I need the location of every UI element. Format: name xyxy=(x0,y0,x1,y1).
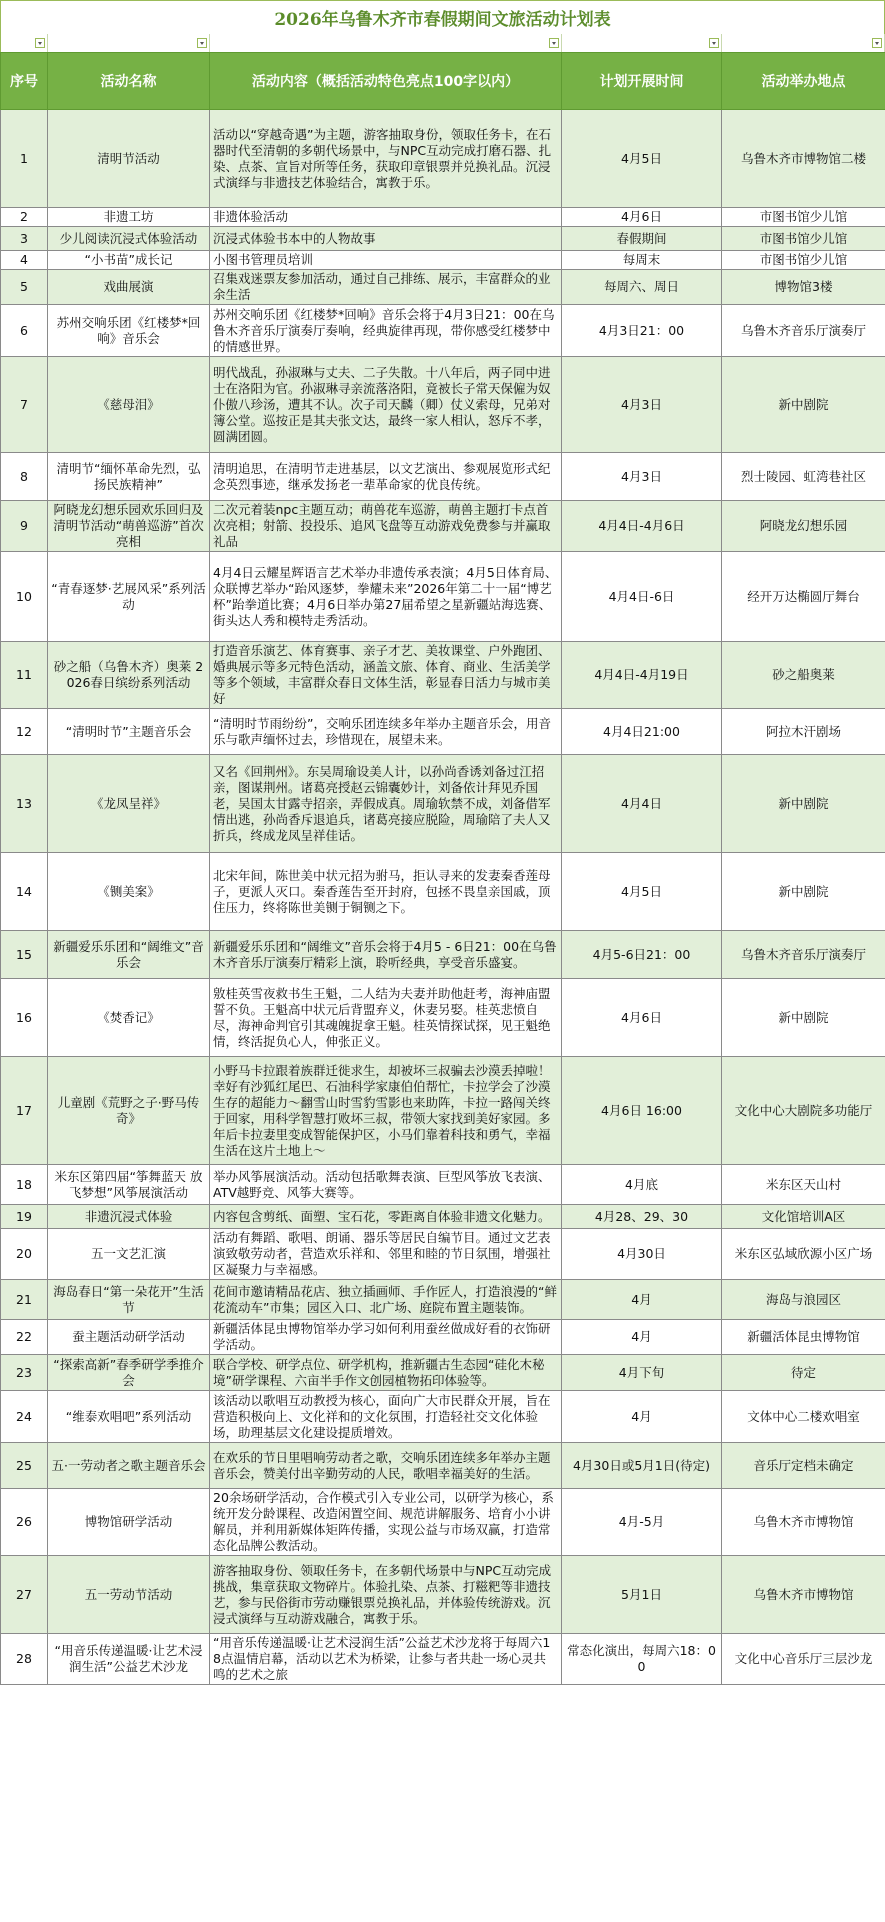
activity-content-cell[interactable]: 游客抽取身份、领取任务卡，在多朝代场景中与NPC互动完成挑战，集章获取文物碎片。体验扎染、点茶、打糍粑等非遗技艺，参与民俗街市劳动赚银票兑换礼品，并体验传统游戏。沉浸式演绎与互动游戏融合，寓教于乐。 xyxy=(210,1556,562,1634)
activity-content-cell[interactable]: 苏州交响乐团《红楼梦*回响》音乐会将于4月3日21：00在乌鲁木齐音乐厅演奏厅奏响，经典旋律再现，带你感受红楼梦中的情感世界。 xyxy=(210,305,562,357)
activity-time-cell[interactable]: 常态化演出，每周六18：00 xyxy=(562,1634,722,1685)
activity-content-cell[interactable]: 沉浸式体验书本中的人物故事 xyxy=(210,227,562,251)
row-number-cell[interactable]: 27 xyxy=(1,1556,48,1634)
activity-place-cell[interactable]: 市图书馆少儿馆 xyxy=(722,227,885,251)
activity-time-cell[interactable]: 4月5日 xyxy=(562,110,722,208)
row-number-cell[interactable]: 8 xyxy=(1,453,48,501)
filter-dropdown-icon[interactable] xyxy=(197,38,207,48)
activity-place-cell[interactable]: 阿晓龙幻想乐园 xyxy=(722,501,885,552)
activity-place-cell[interactable]: 文体中心二楼欢唱室 xyxy=(722,1391,885,1443)
activity-content-cell[interactable]: 20余场研学活动，合作模式引入专业公司，以研学为核心，系统开发分龄课程、改造闲置空间、规范讲解服务、培育小小讲解员，并利用新媒体矩阵传播，实现公益与市场双赢，打造常态化品牌公教活动。 xyxy=(210,1489,562,1556)
activity-place-cell[interactable]: 音乐厅定档未确定 xyxy=(722,1443,885,1489)
activity-table xyxy=(0,52,885,1685)
activity-time-cell[interactable]: 4月4日21:00 xyxy=(562,709,722,755)
table-row[interactable] xyxy=(1,1634,885,1685)
activity-name-cell[interactable]: “小书苗”成长记 xyxy=(48,251,210,270)
activity-time-cell[interactable]: 4月30日或5月1日(待定) xyxy=(562,1443,722,1489)
table-row[interactable] xyxy=(1,357,885,453)
activity-place-cell[interactable]: 文化中心音乐厅三层沙龙 xyxy=(722,1634,885,1685)
table-row[interactable] xyxy=(1,208,885,227)
activity-place-cell[interactable]: 文化馆培训A区 xyxy=(722,1205,885,1229)
activity-place-cell[interactable]: 新中剧院 xyxy=(722,755,885,853)
activity-name-cell[interactable]: 五·一劳动者之歌主题音乐会 xyxy=(48,1443,210,1489)
activity-place-cell[interactable]: 市图书馆少儿馆 xyxy=(722,208,885,227)
activity-name-cell[interactable]: 米东区第四届“筝舞蓝天 放飞梦想”风筝展演活动 xyxy=(48,1165,210,1205)
filter-dropdown-icon[interactable] xyxy=(709,38,719,48)
activity-time-cell[interactable]: 4月6日 xyxy=(562,979,722,1057)
filter-cell xyxy=(210,34,562,52)
activity-place-cell[interactable]: 新中剧院 xyxy=(722,853,885,931)
row-number-cell[interactable]: 20 xyxy=(1,1229,48,1280)
activity-time-cell[interactable]: 4月底 xyxy=(562,1165,722,1205)
activity-time-cell[interactable]: 4月 xyxy=(562,1391,722,1443)
row-number-cell[interactable]: 14 xyxy=(1,853,48,931)
activity-name-cell[interactable]: 五一劳动节活动 xyxy=(48,1556,210,1634)
activity-time-cell[interactable]: 4月5日 xyxy=(562,853,722,931)
table-row[interactable] xyxy=(1,1057,885,1165)
filter-dropdown-icon[interactable] xyxy=(872,38,882,48)
row-number-cell[interactable]: 18 xyxy=(1,1165,48,1205)
activity-place-cell[interactable]: 新中剧院 xyxy=(722,979,885,1057)
activity-name-cell[interactable]: “青春逐梦·艺展风采”系列活动 xyxy=(48,552,210,642)
activity-time-cell[interactable]: 5月1日 xyxy=(562,1556,722,1634)
header-name[interactable]: 活动名称 xyxy=(48,53,210,110)
activity-content-cell[interactable]: 非遗体验活动 xyxy=(210,208,562,227)
activity-name-cell[interactable]: 非遗工坊 xyxy=(48,208,210,227)
table-row[interactable] xyxy=(1,227,885,251)
activity-place-cell[interactable]: 待定 xyxy=(722,1355,885,1391)
activity-time-cell[interactable]: 4月4日 xyxy=(562,755,722,853)
row-number-cell[interactable]: 12 xyxy=(1,709,48,755)
table-row[interactable] xyxy=(1,1229,885,1280)
activity-content-cell[interactable]: 4月4日云耀星辉语言艺术举办非遗传承表演；4月5日体育局、众联博艺举办“跆风逐梦，拳耀未来”2026年第二十一届“博艺杯”跆拳道比赛；4月6日举办第27届希望之星新疆站海选赛、街头达人秀和模特走秀活动。 xyxy=(210,552,562,642)
activity-time-cell[interactable]: 4月5-6日21：00 xyxy=(562,931,722,979)
table-row[interactable] xyxy=(1,1443,885,1489)
row-number-cell[interactable]: 2 xyxy=(1,208,48,227)
table-row[interactable] xyxy=(1,1320,885,1355)
activity-place-cell[interactable]: 文化中心大剧院多功能厅 xyxy=(722,1057,885,1165)
activity-content-cell[interactable]: 敫桂英雪夜救书生王魁，二人结为夫妻并助他赶考，海神庙盟誓不负。王魁高中状元后背盟弃义，休妻另娶。桂英悲愤自尽，海神命判官引其魂魄捉拿王魁。桂英情探试探，见王魁绝情，终活捉负心人，伸张正义。 xyxy=(210,979,562,1057)
activity-content-cell[interactable]: 该活动以歌唱互动教授为核心，面向广大市民群众开展，旨在营造积极向上、文化祥和的文化氛围，打造轻社交文化体验场，助理基层文化建设提质增效。 xyxy=(210,1391,562,1443)
activity-name-cell[interactable]: 苏州交响乐团《红楼梦*回响》音乐会 xyxy=(48,305,210,357)
row-number-cell[interactable]: 10 xyxy=(1,552,48,642)
filter-dropdown-icon[interactable] xyxy=(35,38,45,48)
activity-name-cell[interactable]: 儿童剧《荒野之子·野马传奇》 xyxy=(48,1057,210,1165)
activity-content-cell[interactable]: “用音乐传递温暖·让艺术浸润生活”公益艺术沙龙将于每周六18点温情启幕，活动以艺术为桥梁，让参与者共赴一场心灵共鸣的艺术之旅 xyxy=(210,1634,562,1685)
activity-place-cell[interactable]: 经开万达椭圆厅舞台 xyxy=(722,552,885,642)
activity-name-cell[interactable]: 新疆爱乐乐团和“阔维文”音乐会 xyxy=(48,931,210,979)
header-place[interactable]: 活动举办地点 xyxy=(722,53,885,110)
activity-time-cell[interactable]: 4月下旬 xyxy=(562,1355,722,1391)
row-number-cell[interactable]: 6 xyxy=(1,305,48,357)
activity-content-cell[interactable]: 北宋年间，陈世美中状元招为驸马，拒认寻来的发妻秦香莲母子，更派人灭口。秦香莲告至开封府，包拯不畏皇亲国戚，顶住压力，终将陈世美铡于铜铡之下。 xyxy=(210,853,562,931)
row-number-cell[interactable]: 21 xyxy=(1,1280,48,1320)
activity-time-cell[interactable]: 每周六、周日 xyxy=(562,270,722,305)
table-body xyxy=(1,110,885,1685)
table-row[interactable] xyxy=(1,453,885,501)
table-row[interactable] xyxy=(1,642,885,709)
filter-cell xyxy=(48,34,210,52)
activity-content-cell[interactable]: 二次元着装npc主题互动；萌兽花车巡游，萌兽主题打卡点首次亮相；射箭、投投乐、追风飞盘等互动游戏免费参与并赢取礼品 xyxy=(210,501,562,552)
row-number-cell[interactable]: 28 xyxy=(1,1634,48,1685)
row-number-cell[interactable]: 3 xyxy=(1,227,48,251)
filter-row xyxy=(0,34,885,52)
activity-time-cell[interactable]: 每周末 xyxy=(562,251,722,270)
activity-place-cell[interactable]: 乌鲁木齐市博物馆 xyxy=(722,1489,885,1556)
activity-content-cell[interactable]: 联合学校、研学点位、研学机构，推新疆古生态园“硅化木秘境”研学课程、六亩半手作文创园植物拓印体验等。 xyxy=(210,1355,562,1391)
table-row[interactable] xyxy=(1,755,885,853)
row-number-cell[interactable]: 19 xyxy=(1,1205,48,1229)
activity-place-cell[interactable]: 砂之船奥莱 xyxy=(722,642,885,709)
activity-name-cell[interactable]: 少儿阅读沉浸式体验活动 xyxy=(48,227,210,251)
activity-place-cell[interactable]: 新疆活体昆虫博物馆 xyxy=(722,1320,885,1355)
activity-content-cell[interactable]: 清明追思，在清明节走进基层，以文艺演出、参观展览形式纪念英烈事迹，继承发扬老一辈革命家的优良传统。 xyxy=(210,453,562,501)
table-row[interactable] xyxy=(1,1280,885,1320)
table-row[interactable] xyxy=(1,853,885,931)
activity-content-cell[interactable]: 举办风筝展演活动。活动包括歌舞表演、巨型风筝放飞表演、ATV越野竞、风筝大赛等。 xyxy=(210,1165,562,1205)
activity-name-cell[interactable]: 砂之船（乌鲁木齐）奥莱 2026春日缤纷系列活动 xyxy=(48,642,210,709)
row-number-cell[interactable]: 11 xyxy=(1,642,48,709)
filter-cell xyxy=(722,34,885,52)
activity-content-cell[interactable]: 内容包含剪纸、面塑、宝石花，零距离自体验非遗文化魅力。 xyxy=(210,1205,562,1229)
activity-name-cell[interactable]: 戏曲展演 xyxy=(48,270,210,305)
activity-content-cell[interactable]: 在欢乐的节日里唱响劳动者之歌，交响乐团连续多年举办主题音乐会，赞美付出辛勤劳动的人民，歌唱幸福美好的生活。 xyxy=(210,1443,562,1489)
activity-time-cell[interactable]: 4月30日 xyxy=(562,1229,722,1280)
row-number-cell[interactable]: 7 xyxy=(1,357,48,453)
table-row[interactable] xyxy=(1,1165,885,1205)
activity-place-cell[interactable]: 博物馆3楼 xyxy=(722,270,885,305)
activity-content-cell[interactable]: 花间市邀请精品花店、独立插画师、手作匠人，打造浪漫的“鲜花流动车”市集；园区入口、北广场、庭院布置主题装饰。 xyxy=(210,1280,562,1320)
table-row[interactable] xyxy=(1,979,885,1057)
activity-time-cell[interactable]: 4月6日 xyxy=(562,208,722,227)
activity-name-cell[interactable]: 五一文艺汇演 xyxy=(48,1229,210,1280)
header-time[interactable]: 计划开展时间 xyxy=(562,53,722,110)
activity-place-cell[interactable]: 新中剧院 xyxy=(722,357,885,453)
row-number-cell[interactable]: 17 xyxy=(1,1057,48,1165)
filter-dropdown-icon[interactable] xyxy=(549,38,559,48)
activity-content-cell[interactable]: 召集戏迷票友参加活动，通过自己排练、展示，丰富群众的业余生活 xyxy=(210,270,562,305)
table-row[interactable] xyxy=(1,305,885,357)
activity-name-cell[interactable]: 海岛春日“第一朵花开”生活节 xyxy=(48,1280,210,1320)
header-content[interactable]: 活动内容（概括活动特色亮点100字以内） xyxy=(210,53,562,110)
activity-content-cell[interactable]: 打造音乐演艺、体育赛事、亲子才艺、美妆课堂、户外跑团、婚典展示等多元特色活动，涵盖文旅、体育、商业、生活美学等多个领域，丰富群众春日文体生活，彰显春日活力与城市美好 xyxy=(210,642,562,709)
sheet-title: 2026年乌鲁木齐市春假期间文旅活动计划表 xyxy=(0,0,885,34)
activity-name-cell[interactable]: 蚕主题活动研学活动 xyxy=(48,1320,210,1355)
row-number-cell[interactable]: 13 xyxy=(1,755,48,853)
table-row[interactable] xyxy=(1,1391,885,1443)
row-number-cell[interactable]: 26 xyxy=(1,1489,48,1556)
filter-cell xyxy=(562,34,722,52)
activity-place-cell[interactable]: 海岛与浪园区 xyxy=(722,1280,885,1320)
activity-content-cell[interactable]: 小图书管理员培训 xyxy=(210,251,562,270)
activity-time-cell[interactable]: 4月3日21：00 xyxy=(562,305,722,357)
row-number-cell[interactable]: 15 xyxy=(1,931,48,979)
header-row xyxy=(1,53,885,110)
activity-name-cell[interactable]: 博物馆研学活动 xyxy=(48,1489,210,1556)
activity-place-cell[interactable]: 阿拉木汗剧场 xyxy=(722,709,885,755)
activity-name-cell[interactable]: 《慈母泪》 xyxy=(48,357,210,453)
row-number-cell[interactable]: 5 xyxy=(1,270,48,305)
activity-place-cell[interactable]: 米东区弘域欣源小区广场 xyxy=(722,1229,885,1280)
activity-time-cell[interactable]: 4月 xyxy=(562,1320,722,1355)
table-row[interactable] xyxy=(1,251,885,270)
activity-name-cell[interactable]: 非遗沉浸式体验 xyxy=(48,1205,210,1229)
activity-name-cell[interactable]: “清明时节”主题音乐会 xyxy=(48,709,210,755)
activity-content-cell[interactable]: 活动以“穿越奇遇”为主题，游客抽取身份，领取任务卡，在石器时代至清朝的多朝代场景中，与NPC互动完成打磨石器、扎染、点茶、宣旨对所等任务，获取印章银票并兑换礼品。沉浸式演绎与非遗技艺体验结合，寓教于乐。 xyxy=(210,110,562,208)
table-row[interactable] xyxy=(1,931,885,979)
activity-place-cell[interactable]: 市图书馆少儿馆 xyxy=(722,251,885,270)
activity-content-cell[interactable]: 新疆活体昆虫博物馆举办学习如何利用蚕丝做成好看的衣饰研学活动。 xyxy=(210,1320,562,1355)
activity-place-cell[interactable]: 乌鲁木齐音乐厅演奏厅 xyxy=(722,305,885,357)
activity-time-cell[interactable]: 4月4日-6日 xyxy=(562,552,722,642)
activity-time-cell[interactable]: 4月6日 16:00 xyxy=(562,1057,722,1165)
table-row[interactable] xyxy=(1,1355,885,1391)
activity-place-cell[interactable]: 乌鲁木齐市博物馆 xyxy=(722,1556,885,1634)
activity-content-cell[interactable]: 又名《回荆州》。东吴周瑜设美人计，以孙尚香诱刘备过江招亲，图谋荆州。诸葛亮授赵云锦囊妙计，刘备依计拜见乔国老，吴国太甘露寺招亲，弄假成真。周瑜软禁不成，刘备借军情出逃，孙尚香斥退追兵，诸葛亮接应脱险，周瑜陪了夫人又折兵，终成龙凤呈祥佳话。 xyxy=(210,755,562,853)
activity-name-cell[interactable]: 《龙凤呈祥》 xyxy=(48,755,210,853)
row-number-cell[interactable]: 22 xyxy=(1,1320,48,1355)
activity-time-cell[interactable]: 4月28、29、30 xyxy=(562,1205,722,1229)
activity-content-cell[interactable]: 新疆爱乐乐团和“阔维文”音乐会将于4月5 - 6日21：00在乌鲁木齐音乐厅演奏厅精彩上演，聆听经典，享受音乐盛宴。 xyxy=(210,931,562,979)
table-row[interactable] xyxy=(1,501,885,552)
activity-time-cell[interactable]: 4月4日-4月6日 xyxy=(562,501,722,552)
activity-place-cell[interactable]: 乌鲁木齐音乐厅演奏厅 xyxy=(722,931,885,979)
table-row[interactable] xyxy=(1,552,885,642)
table-row[interactable] xyxy=(1,270,885,305)
activity-name-cell[interactable]: 清明节活动 xyxy=(48,110,210,208)
table-row[interactable] xyxy=(1,709,885,755)
row-number-cell[interactable]: 1 xyxy=(1,110,48,208)
table-row[interactable] xyxy=(1,1489,885,1556)
activity-name-cell[interactable]: “探索高新”春季研学季推介会 xyxy=(48,1355,210,1391)
row-number-cell[interactable]: 24 xyxy=(1,1391,48,1443)
row-number-cell[interactable]: 25 xyxy=(1,1443,48,1489)
header-no[interactable]: 序号 xyxy=(1,53,48,110)
activity-name-cell[interactable]: “用音乐传递温暖·让艺术浸润生活”公益艺术沙龙 xyxy=(48,1634,210,1685)
row-number-cell[interactable]: 16 xyxy=(1,979,48,1057)
filter-cell xyxy=(1,34,48,52)
activity-place-cell[interactable]: 烈士陵园、虹湾巷社区 xyxy=(722,453,885,501)
activity-name-cell[interactable]: 阿晓龙幻想乐园欢乐回归及清明节活动“萌兽巡游”首次亮相 xyxy=(48,501,210,552)
activity-time-cell[interactable]: 4月3日 xyxy=(562,453,722,501)
table-row[interactable] xyxy=(1,110,885,208)
row-number-cell[interactable]: 9 xyxy=(1,501,48,552)
row-number-cell[interactable]: 4 xyxy=(1,251,48,270)
activity-name-cell[interactable]: 《铡美案》 xyxy=(48,853,210,931)
activity-name-cell[interactable]: 清明节“缅怀革命先烈，弘扬民族精神” xyxy=(48,453,210,501)
activity-place-cell[interactable]: 乌鲁木齐市博物馆二楼 xyxy=(722,110,885,208)
activity-name-cell[interactable]: 《焚香记》 xyxy=(48,979,210,1057)
activity-time-cell[interactable]: 4月-5月 xyxy=(562,1489,722,1556)
activity-time-cell[interactable]: 4月 xyxy=(562,1280,722,1320)
activity-content-cell[interactable]: “清明时节雨纷纷”，交响乐团连续多年举办主题音乐会，用音乐与歌声缅怀过去，珍惜现在，展望未来。 xyxy=(210,709,562,755)
activity-time-cell[interactable]: 4月4日-4月19日 xyxy=(562,642,722,709)
activity-time-cell[interactable]: 4月3日 xyxy=(562,357,722,453)
row-number-cell[interactable]: 23 xyxy=(1,1355,48,1391)
activity-name-cell[interactable]: “维泰欢唱吧”系列活动 xyxy=(48,1391,210,1443)
table-row[interactable] xyxy=(1,1556,885,1634)
activity-place-cell[interactable]: 米东区天山村 xyxy=(722,1165,885,1205)
activity-time-cell[interactable]: 春假期间 xyxy=(562,227,722,251)
activity-content-cell[interactable]: 活动有舞蹈、歌唱、朗诵、器乐等居民自编节目。通过文艺表演致敬劳动者，营造欢乐祥和、邻里和睦的节日氛围，增强社区凝聚力与幸福感。 xyxy=(210,1229,562,1280)
activity-content-cell[interactable]: 小野马卡拉跟着族群迁徙求生，却被坏三叔骗去沙漠丢掉啦！幸好有沙狐红尾巴、石油科学家康伯伯帮忙，卡拉学会了沙漠生存的超能力～翻雪山时雪豹雪影也来助阵，卡拉一路闯关终于回家，用科学智慧打败坏三叔，带领大家找到美好家园。多年后卡拉妻里变成智能保护区，小马们靠着科技和勇气，幸福生活在这片土地上～ xyxy=(210,1057,562,1165)
table-row[interactable] xyxy=(1,1205,885,1229)
activity-content-cell[interactable]: 明代战乱，孙淑琳与丈夫、二子失散。十八年后，两子同中进士在洛阳为官。孙淑琳寻亲流落洛阳，竟被长子常天保僱为奴仆傲八珍汤，遭其不认。次子司天麟（卿）仗义索母，兄弟对簿公堂。巡按正是其夫张文达，最终一家人相认，怒斥不孝，圆满团圆。 xyxy=(210,357,562,453)
